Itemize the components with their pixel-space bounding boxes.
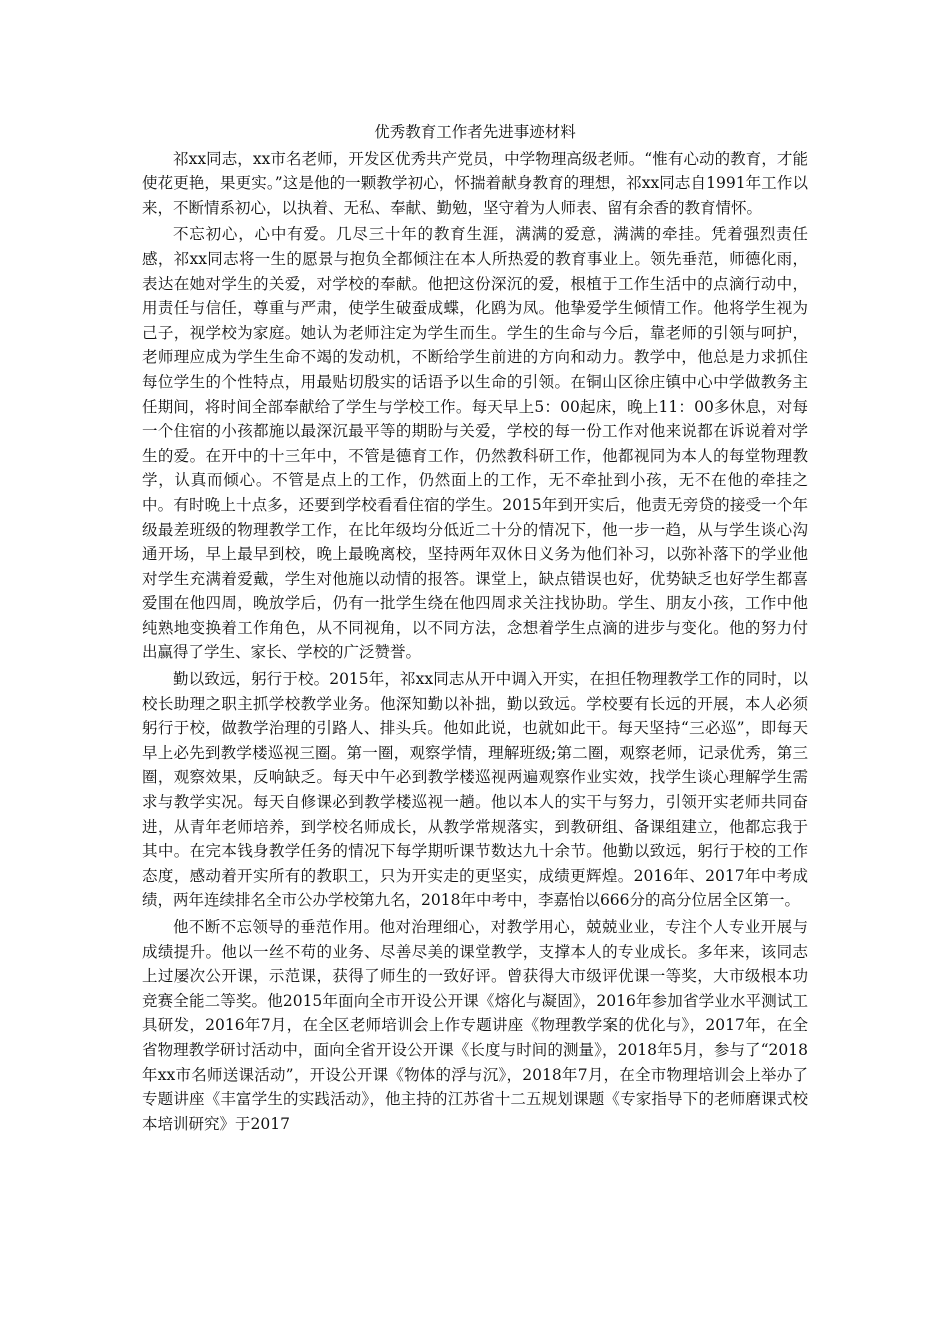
paragraph-leadership: 他不断不忘领导的垂范作用。他对治理细心，对教学用心，兢兢业业，专注个人专业开展与成绩提升。他以一丝不苟的业务、尽善尽美的课堂教学，支撑本人的专业成长。多年来，该同志上过屡次公开课，示范课，获得了师生的一致好评。曾获得大市级评优课一等奖，大市级根本功竞赛全能二等奖。他2015年面向全市开设公开课《熔化与凝固》，2016年参加省学业水平测试工具研发，2016年7月，在全区老师培训会上作专题讲座《物理教学案的优化与》，2017年，在全省物理教学研讨活动中，面向全省开设公开课《长度与时间的测量》，2018年5月，参与了“2018年xx市名师送课活动”，开设公开课《物体的浮与沉》，2018年7月，在全市物理培训会上举办了专题讲座《丰富学生的实践活动》，他主持的江苏省十二五规划课题《专家指导下的老师磨课式校本培训研究》于2017 [142, 918, 808, 1133]
document-title: 优秀教育工作者先进事迹材料 [374, 123, 576, 141]
paragraph-love: 不忘初心，心中有爱。几尽三十年的教育生涯，满满的爱意，满满的牵挂。凭着强烈责任感，祁xx同志将一生的愿景与抱负全都倾注在本人所热爱的教育事业上。领先垂范，师德化雨，表达在她对学生的关爱，对学校的奉献。他把这份深沉的爱，根植于工作生活中的点滴行动中，用责任与信任，尊重与严肃，使学生破蚕成蝶，化鸥为凤。他挚爱学生倾情工作。他将学生视为己子，视学校为家庭。她认为老师注定为学生而生。学生的生命与今后，靠老师的引领与呵护，老师理应成为学生生命不竭的发动机，不断给学生前进的方向和动力。教学中，他总是力求抓住每位学生的个性特点，用最贴切殷实的话语予以生命的引领。在铜山区徐庄镇中心中学做教务主任期间，将时间全部奉献给了学生与学校工作。每天早上5：00起床，晚上11：00多休息，对每一个住宿的小孩都施以最深沉最平等的期盼与关爱，学校的每一份工作对他来说都在诉说着对学生的爱。在开中的十三年中，不管是德育工作，仍然教科研工作，他都视同为本人的每堂物理教学，认真而倾心。不管是点上的工作，仍然面上的工作，无不牵扯到小孩，无不在他的牵挂之中。有时晚上十点多，还要到学校看看住宿的学生。2015年到开实后，他责无旁贷的接受一个年级最差班级的物理教学工作，在比年级均分低近二十分的情况下，他一步一趋，从与学生谈心沟通开场，早上最早到校，晚上最晚离校，坚持两年双休日义务为他们补习，以弥补落下的学业他对学生充满着爱戴，学生对他施以动情的报答。课堂上，缺点错误也好，优势缺乏也好学生都喜爱围在他四周，晚放学后，仍有一批学生绕在他四周求关注找协助。学生、朋友小孩，工作中他纯熟地变换着工作角色，从不同视角，以不同方法，念想着学生点滴的进步与变化。他的努力付出赢得了学生、家长、学校的广泛赞誉。 [142, 225, 808, 662]
paragraph-diligence: 勤以致远，躬行于校。2015年，祁xx同志从开中调入开实，在担任物理教学工作的同时，以校长助理之职主抓学校教学业务。他深知勤以补拙，勤以致远。学校要有长远的开展，本人必须躬行于校，做教学治理的引路人、排头兵。他如此说，也就如此干。每天坚持“三必巡”，即每天早上必先到教学楼巡视三圈。第一圈，观察学情，理解班级;第二圈，观察老师，记录优秀，第三圈，观察效果，反响缺乏。每天中午必到教学楼巡视两遍观察作业实效，找学生谈心理解学生需求与教学实况。每天自修课必到教学楼巡视一趟。他以本人的实干与努力，引领开实老师共同奋进，从青年老师培养，到学校名师成长，从教学常规落实，到教研组、备课组建立，他都忘我于其中。在完本钱身教学任务的情况下每学期听课节数达九十余节。他勤以致远，躬行于校的工作态度，感动着开实所有的教职工，只为开实走的更坚实，成绩更辉煌。2016年、2017年中考成绩，两年连续排名全市公办学校第九名，2018年中考中，李嘉怡以666分的高分位居全区第一。 [142, 670, 808, 910]
paragraph-intro: 祁xx同志，xx市名老师，开发区优秀共产党员，中学物理高级老师。“惟有心动的教育，才能使花更艳，果更实。”这是他的一颗教学初心，怀揣着献身教育的理想，祁xx同志自1991年工作以来，不断情系初心，以执着、无私、奉献、勤勉，坚守着为人师表、留有余香的教育情怀。 [142, 149, 808, 217]
document-page [142, 120, 808, 1138]
